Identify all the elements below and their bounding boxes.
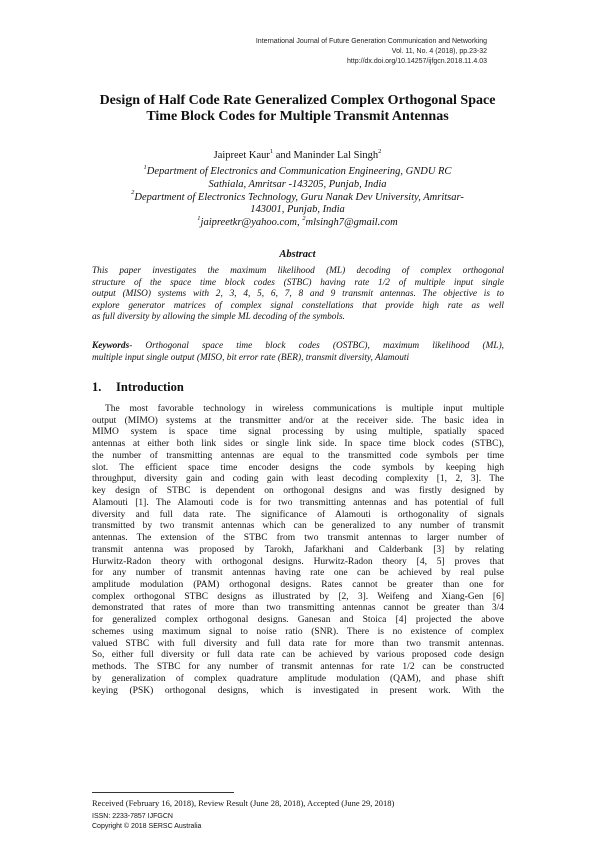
body-line: for any number of transmit antennas having rate one can be achieved by real pulse [92, 568, 504, 579]
body-line: MIMO system is space time signal processing by using multiple, spatially spaced [92, 427, 504, 438]
email-1-mark: 1 [197, 214, 201, 222]
body-line: for generalized complex orthogonal designs. Ganesan and Stoica [4] projected the above [92, 615, 504, 626]
abstract-line: explore generator matrices of complex signal constellations that provide high rate as well [92, 300, 504, 311]
body-text [92, 404, 504, 697]
email-2-mark: 2 [302, 214, 306, 222]
abstract-line: This paper investigates the maximum likelihood (ML) decoding of complex orthogonal [92, 266, 504, 276]
journal-volume: Vol. 11, No. 4 (2018), pp.23-32 [391, 48, 487, 55]
keywords-label: Keywords [92, 341, 130, 351]
section-title: Introduction [116, 380, 184, 394]
body-line: throughput, diversity gain and coding gain with least decoding complexity [1, 2, 3]. The [92, 474, 504, 485]
email-line [80, 214, 515, 230]
author-2: Maninder Lal Singh [293, 150, 379, 161]
footnote-divider [92, 792, 234, 793]
journal-header [256, 37, 487, 67]
body-line: Hurwitz-Radon theory with orthogonal designs. Hurwitz-Radon theory [4, 5] proves that [92, 556, 504, 567]
affiliation-1-line-2: Sathiala, Amritsar -143205, Punjab, India [208, 178, 387, 190]
affiliations [80, 163, 515, 230]
body-line: the number of transmitting antennas are equal to the transmitted code symbols per time [92, 450, 504, 461]
body-line: transmit antenna was proposed by Tarokh, Jafarkhani and Calderbank [3] by relating [92, 544, 504, 555]
body-line: by generalization of complex quadrature amplitude modulation (QAM), and phase shift [92, 673, 504, 684]
email-1[interactable]: jaipreetkr@yahoo.com, [200, 217, 303, 229]
body-line: Alamouti [1]. The Alamouti code is for two transmitting antennas and has potential of full [92, 497, 504, 508]
author-conjunction: and [273, 150, 294, 161]
abstract-line: as full diversity by allowing the simple ML decoding of the symbols. [92, 312, 345, 323]
affiliation-2-line-1 [80, 189, 515, 205]
author-2-affil-mark: 2 [378, 147, 382, 155]
affiliation-2-line-2: 143001, Punjab, India [250, 204, 345, 216]
paper-title [70, 93, 525, 125]
page-footer [92, 812, 201, 832]
body-line: output (MIMO) systems at the transmitter and/or at the receiver side. The basic idea in [92, 415, 504, 426]
body-line: schemes using maximum signal to noise ratio (SNR). There is no existence of complex [92, 626, 504, 637]
body-line: transmitted by two transmit antennas which can be generalized to any number of transmit [92, 521, 504, 532]
footer-issn: ISSN: 2233-7857 IJFGCN [92, 813, 173, 820]
abstract-line: structure of the space time block codes (STBC) having rate 1/2 of multiple input single [92, 277, 504, 288]
journal-doi: http://dx.doi.org/10.14257/ijfgcn.2018.11.4.03 [347, 58, 487, 65]
section-number: 1. [92, 380, 102, 394]
keywords [92, 341, 504, 364]
abstract-text [92, 266, 504, 324]
email-2[interactable]: mlsingh7@gmail.com [305, 217, 398, 229]
body-line: key design of STBC is dependent on orthogonal designs and was firstly designed by [92, 486, 504, 497]
body-line: methods. The STBC for any number of transmit antennas for rate 1/2 can be constructed [92, 662, 504, 673]
affiliation-2-mark: 2 [131, 189, 135, 197]
keywords-text-1: - Orthogonal space time block codes (OSTBC), maximum likelihood (ML), [129, 341, 504, 351]
affiliation-1-line-1 [80, 163, 515, 179]
body-line: diversity and full data rate. The significance of Alamouti is orthogonality of signals [92, 509, 504, 520]
author-1-affil-mark: 1 [269, 147, 274, 155]
affiliation-1-text: Department of Electronics and Communication Engineering, GNDU RC [146, 166, 452, 177]
keywords-line-2: multiple input single output (MISO, bit error rate (BER), transmit diversity, Alamouti [92, 352, 410, 363]
abstract-line: output (MISO) systems with 2, 3, 4, 5, 6, 7, 8 and 9 transmit antennas. The objective is to [92, 289, 504, 300]
keywords-line-1 [92, 341, 504, 353]
body-line: demonstrated that rates of more than two transmitting antennas cannot be greater than 3/4 [92, 603, 504, 614]
author-1: Jaipreet Kaur [213, 150, 270, 161]
author-list [70, 149, 525, 162]
title-line-2: Time Block Codes for Multiple Transmit Antennas [146, 109, 449, 124]
affiliation-2-text: Department of Electronics Technology, Guru Nanak Dev University, Amritsar- [134, 191, 464, 203]
body-line: antennas at either both link sides or single link side. In space time block codes (STBC), [92, 439, 504, 450]
body-line: complex orthogonal STBC designs as illustrated by [2, 3]. Weifeng and Xiang-Gen [6] [92, 591, 504, 602]
affiliation-1-mark: 1 [143, 163, 147, 171]
body-line: So, either full diversity or full data rate can be achieved by various proposed code design [92, 650, 504, 661]
abstract-heading: Abstract [279, 249, 316, 260]
title-line-1: Design of Half Code Rate Generalized Complex Orthogonal Space [99, 93, 496, 108]
footer-copyright: Copyright © 2018 SERSC Australia [92, 823, 202, 830]
body-line: The most favorable technology in wireless communications is multiple input multiple [105, 404, 504, 414]
body-line: valued STBC with full diversity and full data rate for more than two transmit antennas. [92, 638, 504, 649]
body-line: slot. The efficient space time encoder designs the code symbols by keeping high [92, 462, 504, 473]
section-heading [92, 380, 184, 395]
received-footnote: Received (February 16, 2018), Review Result (June 28, 2018), Accepted (June 29, 2018) [92, 798, 395, 808]
body-line: keying (PSK) orthogonal designs, which is investigated in present work. With the [92, 685, 504, 696]
body-line: antennas. The extension of the STBC from two transmit antennas to larger number of [92, 533, 504, 544]
body-line: amplitude modulation (PAM) orthogonal designs. Rates cannot be greater than one for [92, 580, 504, 591]
journal-name: International Journal of Future Generation Communication and Networking [255, 38, 487, 45]
